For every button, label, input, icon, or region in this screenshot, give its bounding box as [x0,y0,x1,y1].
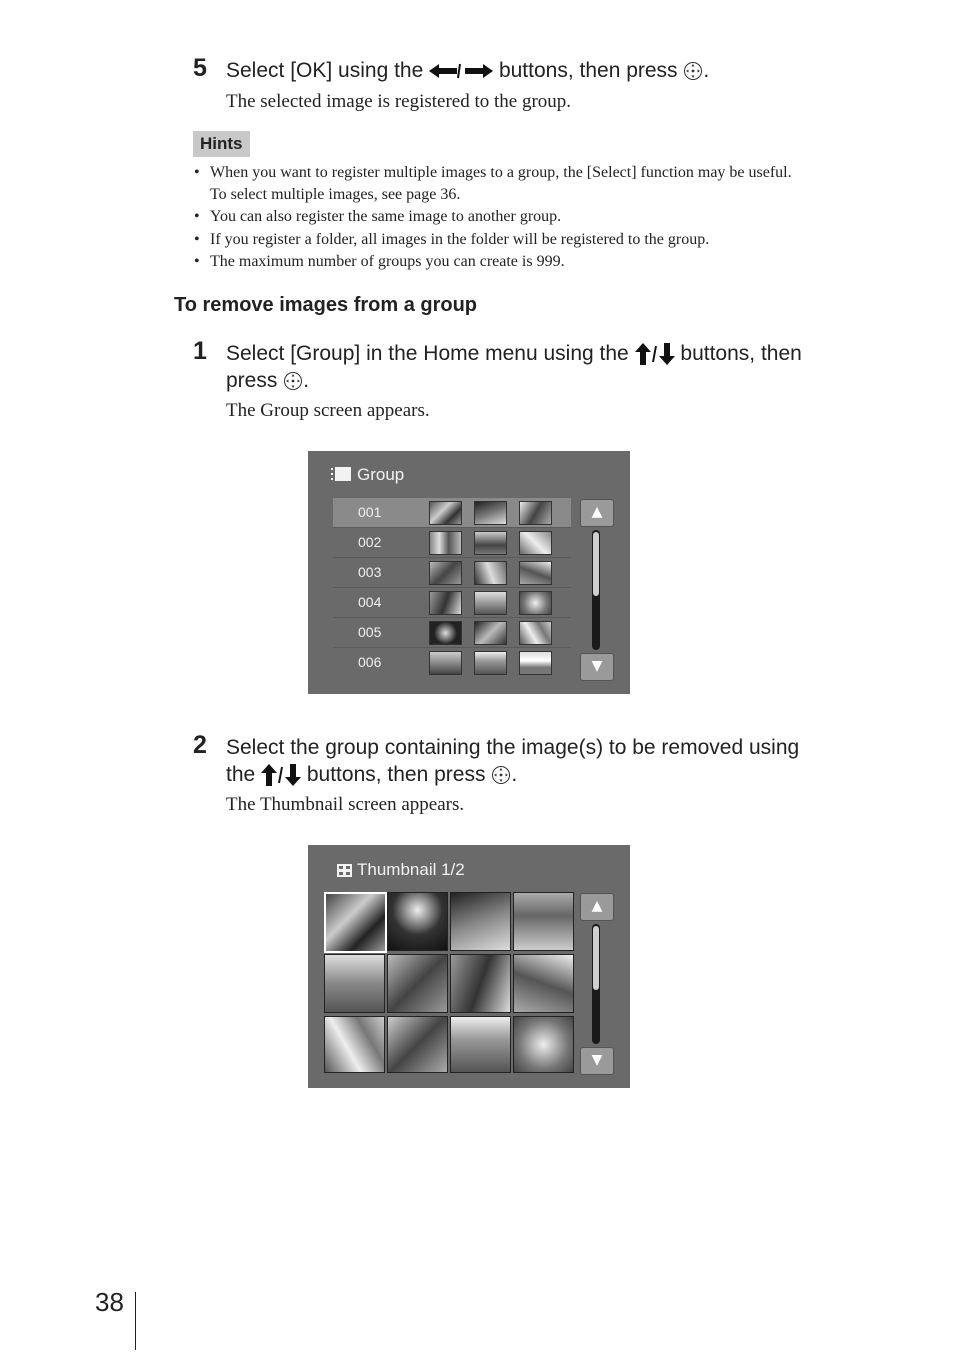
thumbnail-cell[interactable] [513,954,574,1013]
group-row-006[interactable] [333,648,571,677]
thumbnail-image [474,591,507,615]
scrollbar-track[interactable] [592,924,600,1044]
thumbnail-cell[interactable] [450,954,511,1013]
step-heading-line2 [226,761,517,788]
up-down-arrows-icon [261,764,301,786]
group-row-001[interactable] [333,498,571,528]
enter-button-icon [683,61,703,81]
group-screen [308,451,630,694]
thumbnail-image [474,501,507,525]
up-down-arrows-icon [635,343,675,365]
thumbnail-cell[interactable] [387,892,448,951]
step-text: . [303,369,310,392]
page-number: 38 [95,1287,124,1317]
step-result: The selected image is registered to the group. [226,91,572,112]
step-text: the [226,763,262,786]
thumbnail-cell[interactable] [387,1016,448,1073]
step-heading-line2 [226,367,309,394]
group-row-002[interactable] [333,528,571,558]
thumbnail-image [429,591,462,615]
step-number: 5 [193,54,207,82]
hint-item [194,162,880,184]
thumbnail-image [429,651,462,675]
group-number: 001 [358,504,382,520]
hints-label: Hints [193,131,250,157]
up-arrow-icon: ▲ [591,504,603,520]
bullet: • [194,231,200,248]
thumbnail-image [519,651,552,675]
bullet: • [194,164,200,181]
step-text: . [511,763,518,786]
step-text: . [703,59,710,82]
thumbnail-screen [308,845,630,1088]
hint-text: If you register a folder, all images in the folder will be registered to the group. [210,231,710,248]
enter-button-icon [283,371,303,391]
scroll-up-button[interactable] [580,499,614,527]
hint-text: You can also register the same image to another group. [210,208,562,225]
step-text: press [226,369,284,392]
up-arrow-icon: ▲ [591,898,603,914]
group-number: 002 [358,534,382,550]
enter-button-icon [491,765,511,785]
scroll-down-button[interactable] [580,1047,614,1075]
scroll-down-button[interactable] [580,653,614,681]
thumbnail-image [429,561,462,585]
thumbnail-cell[interactable] [324,1016,385,1073]
thumbnail-image [519,561,552,585]
thumbnail-image [429,501,462,525]
left-right-arrows-icon [429,62,493,80]
group-row-005[interactable] [333,618,571,648]
thumbnail-cell[interactable] [450,892,511,951]
group-number: 004 [358,594,382,610]
bullet: • [194,253,200,270]
group-row-004[interactable] [333,588,571,618]
thumbnail-image [474,531,507,555]
hint-text: When you want to register multiple images to a group, the [Select] function may be useful. [210,164,792,181]
thumbnail-cell[interactable] [387,954,448,1013]
bullet: • [194,208,200,225]
step-result: The Group screen appears. [226,400,430,421]
step-heading: Select the group containing the image(s) to be removed using [226,736,800,759]
screen-title: Thumbnail 1/2 [357,860,465,879]
step-heading [226,57,709,84]
thumbnail-view-icon [337,864,352,877]
scrollbar-thumb[interactable] [593,926,599,990]
scrollbar-thumb[interactable] [593,532,599,596]
step-result: The Thumbnail screen appears. [226,794,465,815]
group-number: 005 [358,624,382,640]
step-number: 1 [193,337,207,365]
hint-continuation: To select multiple images, see page 36. [210,186,461,203]
thumbnail-image [474,621,507,645]
down-arrow-icon: ▼ [591,658,603,674]
thumbnail-cell-selected[interactable] [324,892,387,953]
thumbnail-image [429,621,462,645]
page-divider [135,1292,136,1350]
step-text: Select [OK] using the [226,59,430,82]
scroll-up-button[interactable] [580,893,614,921]
hint-text: The maximum number of groups you can create is 999. [210,253,565,270]
hint-item [194,251,565,273]
thumbnail-image [519,501,552,525]
hint-item [194,206,562,228]
thumbnail-image [429,531,462,555]
step-text: buttons, then press [493,59,684,82]
group-number: 003 [358,564,382,580]
thumbnail-image [519,531,552,555]
thumbnail-image [474,651,507,675]
section-title: To remove images from a group [174,294,478,316]
group-icon [331,467,351,481]
thumbnail-image [519,621,552,645]
step-number: 2 [193,731,207,759]
thumbnail-cell[interactable] [324,954,385,1013]
scrollbar-track[interactable] [592,530,600,650]
group-number: 006 [358,654,382,670]
hint-item [194,229,710,251]
step-text: buttons, then [674,342,802,365]
thumbnail-image [474,561,507,585]
thumbnail-cell[interactable] [513,1016,574,1073]
thumbnail-cell[interactable] [513,892,574,951]
step-text: buttons, then press [301,763,492,786]
group-row-003[interactable] [333,558,571,588]
thumbnail-image [519,591,552,615]
step-text: Select [Group] in the Home menu using the [226,342,635,365]
down-arrow-icon: ▼ [591,1052,603,1068]
thumbnail-cell[interactable] [450,1016,511,1073]
screen-title: Group [357,465,405,484]
step-heading [226,340,802,367]
